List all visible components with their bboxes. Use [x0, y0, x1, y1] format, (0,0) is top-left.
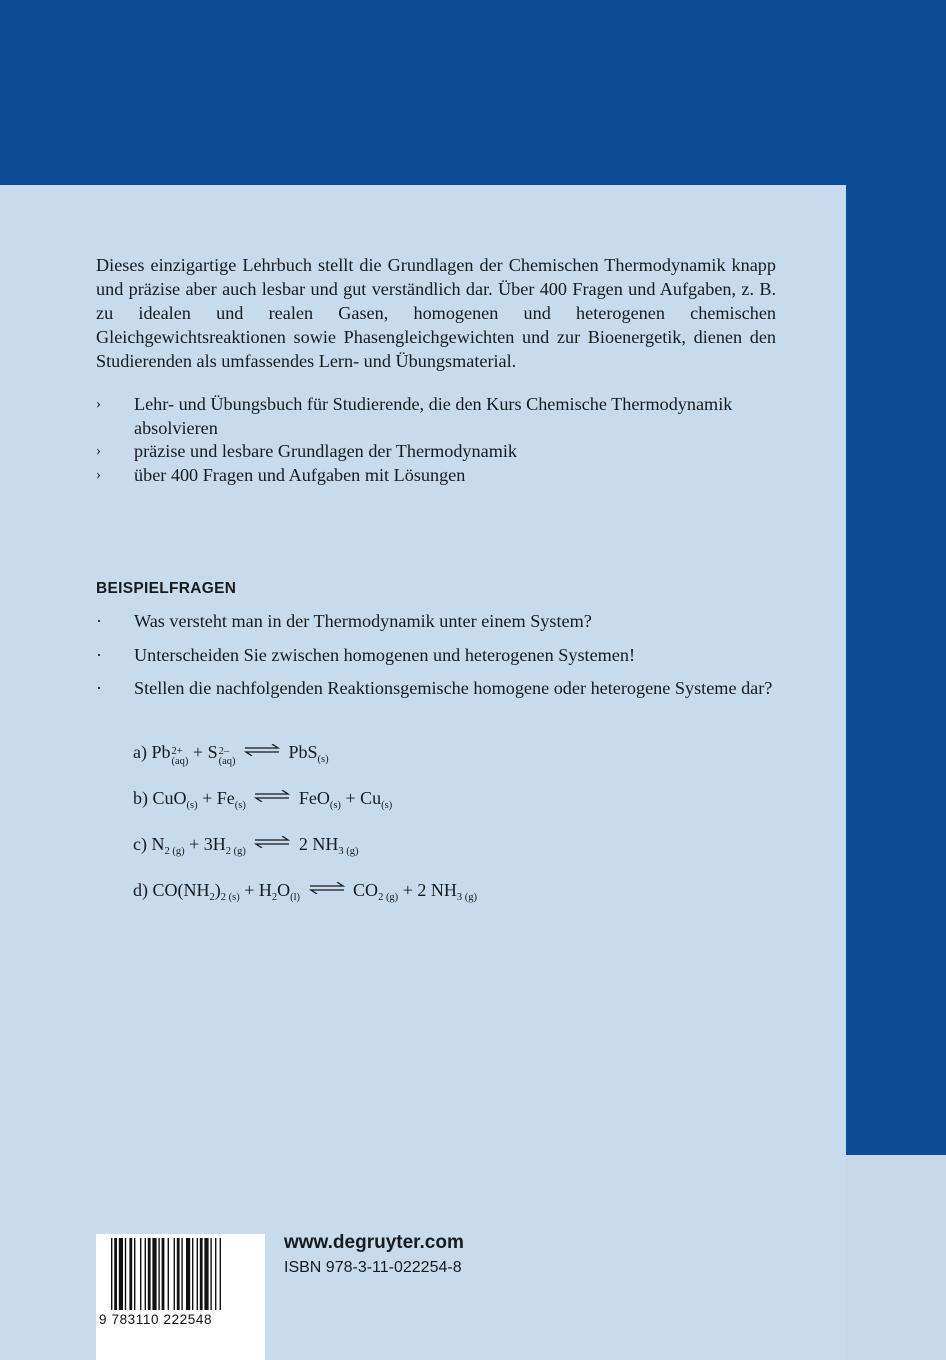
feature-item: › Lehr- und Übungsbuch für Studierende, die den Kurs Chemische Thermodynamik absolvieren [96, 394, 733, 438]
barcode-box [96, 1234, 265, 1360]
question-item: · Stellen die nachfolgenden Reaktionsgemische homogene oder heterogene Systeme dar? [96, 677, 796, 701]
barcode-digits: 9 783110 222548 [99, 1312, 213, 1327]
equation-a: a) Pb 2+ (aq) + S 2– (aq) PbS$_{(s)}$ [133, 742, 329, 767]
feature-item: › präzise und lesbare Grundlagen der Thermodynamik [96, 440, 796, 464]
equilibrium-arrow-icon [309, 882, 345, 894]
question-item: · Was versteht man in der Thermodynamik unter einem System? [96, 610, 796, 634]
barcode-icon [111, 1238, 251, 1310]
equilibrium-arrow-icon [244, 744, 280, 756]
top-band [0, 0, 946, 185]
bullet-icon: · [96, 644, 103, 665]
intro-paragraph: Dieses einzigartige Lehrbuch stellt die Grundlagen der Chemischen Thermodynamik knapp und präzise aber auch lesbar und gut verständlich dar. Über 400 Fragen und Aufgaben, z. B. zu idealen und realen Gasen, homogenen und heterogenen chemischen Gleichgewichtsreaktionen sowie Phasengleichgewichten und zur Bioenergetik, dienen den Studierenden als umfassendes Lern- und Übungsmaterial. [96, 255, 776, 371]
chevron-right-icon: › [96, 466, 101, 483]
edge-strip [846, 1155, 946, 1360]
isbn-number: ISBN 978-3-11-022254-8 [284, 1259, 462, 1276]
question-item: · Unterscheiden Sie zwischen homogenen und heterogenen Systemen! [96, 644, 796, 668]
feature-item: › über 400 Fragen und Aufgaben mit Lösungen [96, 464, 796, 488]
section-title: BEISPIELFRAGEN [96, 580, 237, 597]
feature-list [96, 393, 796, 487]
equation-c: c) $N_{2 (g)} + 3H_{2 (g)}$ 2 $NH_{3 (g)}$ [133, 834, 359, 857]
question-list [96, 610, 796, 711]
equilibrium-arrow-icon [254, 836, 290, 848]
publisher-url[interactable]: www.degruyter.com [284, 1232, 464, 1253]
equation-b: b) $CuO_{(s)} + Fe_{(s)}$ $FeO_{(s)} + Cu_{(s)}$ [133, 788, 393, 811]
equilibrium-arrow-icon [254, 790, 290, 802]
bullet-icon: · [96, 611, 103, 631]
bullet-icon: · [96, 678, 103, 698]
equation-d: d) $CO(NH_2)_{2 (s)} + H_2O_{(l)}$ $CO_{2 (g)} + 2$ $NH_{3 (g)}$ [133, 880, 477, 903]
chevron-right-icon: › [96, 443, 101, 459]
chevron-right-icon: › [96, 396, 101, 412]
